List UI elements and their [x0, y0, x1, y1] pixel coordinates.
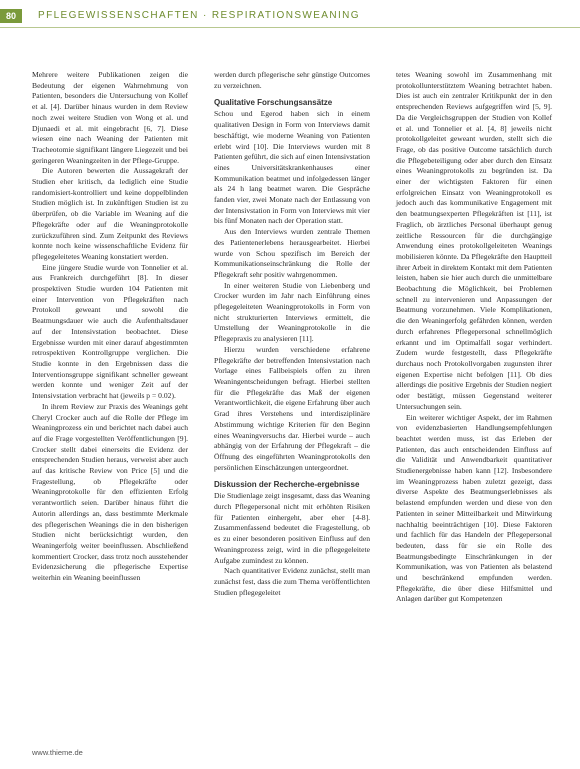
- paragraph: Nach quantitativer Evidenz zunächst, stellt man zunächst fest, dass die zum Thema veröffentlichten Studien pflegegeleitet: [214, 566, 370, 597]
- paragraph: In ihrem Review zur Praxis des Weanings geht Cheryl Crocker auch auf die Rolle der Pflege im Weaningprozess ein und berichtet nach dabei auch auf die Frage vorgestellten Veröffentlichungen [9]. Crocker stellt dabei einerseits die Evidenz der entsprechenden Studien heraus, verweist aber auch auf das kritische Review von Price [5] und die Fragestellung, ob Pflegekräfte oder Weaningprotokolle für den effizienten Erfolg verantwortlich seien. Darüber hinaus führt die Autorin allerdings an, dass bestimmte Merkmale des pflegerischen Weanings die in den bisherigen Studien nicht berücksichtigt wurden, den Weaningerfolg weiter beeinflussen. Abschließend kommentiert Crocker, dass trotz noch ausstehender Evidenzsicherung die pflegerische Expertise weiterhin ein Weaning beeinflussen: [32, 401, 188, 583]
- text-column-1: [32, 70, 188, 584]
- text-column-3: [396, 70, 552, 605]
- paragraph: Mehrere weitere Publikationen zeigen die Bedeutung der eigenen Wahrnehmung von Patienten, besonders die Untersuchung von Kollef et al. [4]. Darüber hinaus wurden in dem Review noch zwei weitere Studien von Wong et al. und Djunaedi et al. mit eingebracht [6, 7]. Diese wiesen eine nach Weaning der Patienten mit Tracheotomie signifikant längere Liegezeit und bei geringeren Weaningzeiten in der Pflege-Gruppe.: [32, 70, 188, 165]
- paragraph: Schou und Egerod haben sich in einem qualitativen Design in Form von Interviews damit beschäftigt, wie moderne Weaning von Patienten erlebt wird [10]. Die Interviews wurden mit 8 Patienten geführt, die sich auf einen Intensivstation eines Universitätskrankenhauses einer Kommunikation beatmet und infolgedessen länger als 24 h lang beatmet waren. Die Gespräche fanden vier, zwei Monate nach der Entlassung von der Intensivstation in Form von Interviews mit vier bis fünf Monaten nach der Operation statt.: [214, 109, 370, 226]
- paragraph: Die Autoren bewerten die Aussagekraft der Studien eher kritisch, da lediglich eine Studie randomisiert-kontrolliert und keine doppelblinden Studien möglich ist. In zukünftigen Studien ist zu überprüfen, ob die Variable im Weaning auf die Pflegekräfte oder auf die Weaningprotokolle zurückzuführen sind. Zum Zeitpunkt des Reviews konnte noch keine wissenschaftliche Evidenz für pflegegeleitetes Weaning konstatiert werden.: [32, 166, 188, 261]
- page-number: 80: [0, 9, 22, 23]
- paragraph: Hierzu wurden verschiedene erfahrene Pflegekräfte der betreffenden Intensivstation nach Vorlage eines Fallbeispiels offen zu ihren Weaningentscheidungen befragt. Hierbei stellten für die Pflegekräfte das Maß der eigenen Verantwortlichkeit, die eigene Erfahrung über auch Grad ihres Verstehens und interdisziplinäre Abstimmung wichtige Kriterien für den Beginn eines Weaningversuchs dar. Hierbei wurde – auch abhängig von der Erfahrung der Pflegekraft – die Öffnung des eingeführten Weaningprotokolls den persönlichen Einschätzungen untergeordnet.: [214, 344, 370, 472]
- section-heading: Qualitative Forschungsansätze: [214, 98, 333, 108]
- paragraph: In einer weiteren Studie von Liebenberg und Crocker wurden im Jahr nach Einführung eines pflegegeleiteten Weaningprotokolls in Form von nicht strukturierten Interviews ermittelt, die Umstellung der Weaningprotokolle in die Pflegepraxis zu analysieren [11].: [214, 280, 370, 344]
- text-column-2: [214, 70, 370, 598]
- paragraph: tetes Weaning sowohl im Zusammenhang mit protokollunterstütztem Weaning betrachtet haben. Dies ist auch ein zentraler Kritikpunkt der in den entsprechenden Reviews aufgegriffen wird [5, 9]. Da die Vergleichsgruppen der Studien von Kollef et al. und Tonnelier et al. [4, 8] jeweils nicht protokollgeleitet geweant wurden, stellt sich die Frage, ob das positive Outcome tatsächlich durch die Pflegebeteiligung oder aber durch den Einsatz eines Weaningprotokolls zu begründen ist. Da einer der wichtigsten Faktoren für einen erfolgreichen Einsatz von Weaningprotokoll es jedoch auch das kommunikative Engagement mit den beatmungsexperten Pflegekräften ist [11], ist Fraglich, ob ärztliches Personal überhaupt genug zeitliche Ressourcen für die durchgängige Anwendung eines protokollgeleiteten Weanings mobilisieren könnte. Da Pflegekräfte den Hauptteil ihrer Arbeit in direktem Kontakt mit dem Patienten leisten, haben sie hier auch durch die unmittelbare Beobachtung die Möglichkeit, bei Problemen schnell zu intervenieren und Anpassungen der Beatmung vorzunehmen. Viele Komplikationen, die den Weaningerfolg gefährden können, werden durch erfahrenes Pflegepersonal schnellmöglich erkannt und im Optimalfall sogar verhindert. Zudem wurde festgestellt, dass Pflegekräfte durchaus noch Protokollvorgaben zugunsten ihrer eigenen Expertise nicht befolgen [11]. Ob dies allerdings die positive Ergebnis der Studien negiert oder bestätigt, müssen Gegenstand weiterer Untersuchungen sein.: [396, 70, 552, 411]
- footer-url: www.thieme.de: [32, 748, 83, 757]
- paragraph: werden durch pflegerische sehr günstige Outcomes zu verzeichnen.: [214, 70, 370, 90]
- paragraph: Eine jüngere Studie wurde von Tonnelier et al. aus Frankreich durchgeführt [8]. In dieser prospektiven Studie wurden 104 Patienten mit einer Intervention von Pflegekräften nach Protokoll geweant und sowohl die Beatmungsdauer wie auch die Aufenthaltsdauer auf der Intensivstation beobachtet. Diese Ergebnisse wurden mit einer darauf abgestimmten retrospektiven Kontrollgruppe verglichen. Die Studie konnte in den Ergebnissen dass die Interventionsgruppe signifikant schneller geweant werden konnte und weniger Zeit auf der Intensivstation verbracht hat (jeweils p = 0.02).: [32, 262, 188, 401]
- paragraph: Aus den Interviews wurden zentrale Themen des Patientenerlebens herausgearbeitet. Hierbei wurde von Schou spezifisch im Bereich der Kommunikationseinschränkung die Rolle der Pflegekraft sehr positiv wahrgenommen.: [214, 227, 370, 279]
- running-head: PFLEGEWISSENSCHAFTEN · RESPIRATIONSWEANING: [38, 10, 360, 21]
- page-header: [0, 0, 580, 30]
- header-rule: [0, 27, 580, 28]
- paragraph: Die Studienlage zeigt insgesamt, dass das Weaning durch Pflegepersonal nicht mit erhöhten Risiken für Patienten einhergeht, aber eher [4-8]. Zusammenfassend bedeutet die Fragestellung, ob es zu einer besonderen positiven Einfluss auf den Weaningprozess zeigt, wird in die pflegegeleitete Aufgabe zumindest zu können.: [214, 491, 370, 565]
- section-heading: Diskussion der Recherche-ergebnisse: [214, 480, 360, 490]
- paragraph: Ein weiterer wichtiger Aspekt, der im Rahmen von evidenzbasierten Handlungsempfehlungen beachtet werden muss, ist das Erleben der Patienten, das auch entscheidenden Einfluss auf die Validität und Anwendbarkeit quantitativer Studienergebnisse haben kann [12]. Insbesondere im Weaningprozess haben zuletzt gezeigt, dass diverse Aspekte des Beatmungserlebnisses als belastend empfunden werden und diese von den Patienten in seiner Mitteilbarkeit und Mitwirkung nachhaltig beeinträchtigen [10]. Diese Faktoren und fachlich für das Handeln der Pflegepersonal bedeuten, dass für sie ein Rolle des Beatmungsbedingte Einschränkungen in der Kommunikation, was von Patienten als belastend und beschränkend empfunden werden. Pflegekräfte, die über diese Hilfsmittel und Anlagen darüber gut Kompetenzen: [396, 412, 552, 604]
